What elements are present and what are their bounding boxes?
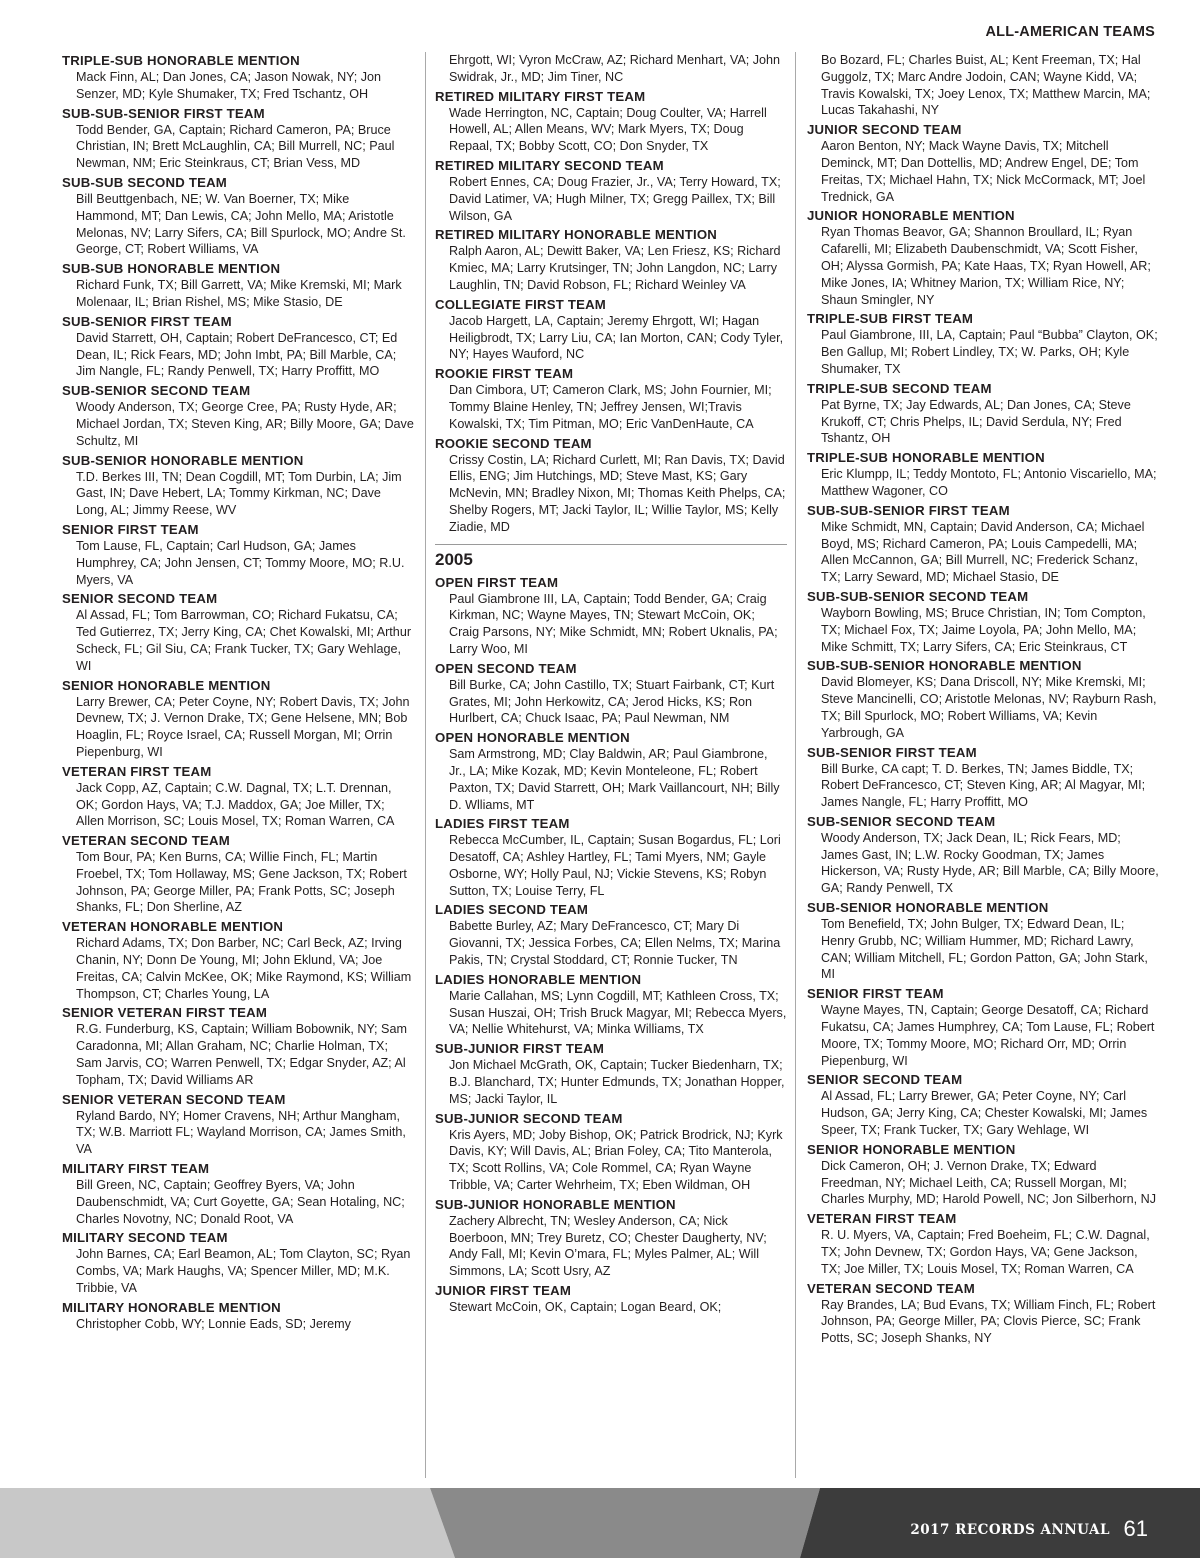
team-section	[62, 175, 414, 258]
footer-publication: 2017 RECORDS ANNUAL	[910, 1522, 1110, 1538]
team-roster: Eric Klumpp, IL; Teddy Montoto, FL; Antonio Viscariello, MA; Matthew Wagoner, CO	[821, 467, 1157, 498]
team-heading: SUB-SUB-SENIOR SECOND TEAM	[807, 588, 1029, 604]
team-roster: Paul Giambrone, III, LA, Captain; Paul “Bubba” Clayton, OK; Ben Gallup, MI; Robert Lindley, TX; W. Parks, OH; Kyle Shumaker, TX	[821, 328, 1158, 376]
team-roster: T.D. Berkes III, TN; Dean Cogdill, MT; Tom Durbin, LA; Jim Gast, IN; Dave Hebert, LA; Tommy Kirkman, NC; Dave Long, AL; Jimmy Reese, WV	[76, 469, 402, 518]
team-heading: OPEN SECOND TEAM	[435, 660, 577, 676]
team-roster: Wayborn Bowling, MS; Bruce Christian, IN; Tom Compton, TX; Michael Fox, TX; Jaime Loyola, PA; John Mello, MA; Mike Schmitt, TX; Larry Sifers, CA; Eric Steinkraus, CT	[821, 605, 1146, 654]
team-section	[62, 1092, 414, 1158]
team-section	[62, 1300, 414, 1333]
team-roster: David Blomeyer, KS; Dana Driscoll, NY; Mike Kremski, MI; Steve Mancinelli, CO; Aristotle Melonas, NV; Rayburn Rash, TX; Bill Spurlock, MO; Robert Williams, VA; Kevin Yarbrough, GA	[821, 675, 1157, 740]
team-roster: R. U. Myers, VA, Captain; Fred Boeheim, FL; C.W. Dagnal, TX; John Devnew, TX; Gordon Hays, VA; Gene Jackson, TX; Joe Miller, TX; Louis Mosel, TX; Roman Warren, CA	[821, 1228, 1150, 1276]
team-roster: David Starrett, OH, Captain; Robert DeFrancesco, CT; Ed Dean, IL; Rick Fears, MD; John Imbt, PA; Bill Marble, CA; Jim Nangle, FL; Randy Penwell, TX; Harry Proffitt, MO	[76, 330, 398, 379]
team-roster: Jon Michael McGrath, OK, Captain; Tucker Biedenharn, TX; B.J. Blanchard, TX; Hunter Edmunds, TX; Jonathan Hopper, MS; Jacki Taylor, IL	[449, 1058, 785, 1106]
team-section	[807, 450, 1159, 500]
column-3	[807, 52, 1159, 1478]
team-heading: OPEN HONORABLE MENTION	[435, 730, 630, 746]
team-roster: Rebecca McCumber, IL, Captain; Susan Bogardus, FL; Lori Desatoff, CA; Ashley Hartley, FL; Tami Myers, NM; Gayle Osborne, WY; Holly Paul, NJ; Vickie Stevens, KS; Robyn Sutton, TX; Louise Terry, FL	[449, 833, 781, 898]
team-heading: TRIPLE-SUB HONORABLE MENTION	[62, 53, 300, 68]
team-heading: VETERAN FIRST TEAM	[807, 1211, 957, 1227]
team-section	[62, 53, 414, 103]
team-section	[807, 311, 1159, 377]
team-section	[807, 1211, 1159, 1277]
team-heading: VETERAN SECOND TEAM	[62, 833, 230, 849]
team-heading: SUB-SENIOR SECOND TEAM	[62, 383, 251, 399]
team-section	[435, 902, 787, 968]
team-section	[62, 522, 414, 588]
team-roster: Marie Callahan, MS; Lynn Cogdill, MT; Kathleen Cross, TX; Susan Huszai, OH; Trish Bruck Magyar, MI; Rebecca Myers, VA; Nellie Whitehurst, VA; Minka Williams, TX	[449, 988, 787, 1037]
team-section	[62, 678, 414, 761]
team-roster: Ehrgott, WI; Vyron McCraw, AZ; Richard Menhart, VA; John Swidrak, Jr., MD; Jim Tiner, NC	[449, 53, 781, 84]
team-section	[807, 900, 1159, 983]
page-footer	[0, 1488, 1200, 1558]
team-heading: VETERAN FIRST TEAM	[62, 763, 212, 779]
team-roster: Bill Green, NC, Captain; Geoffrey Byers, VA; John Daubenschmidt, VA; Curt Goyette, GA; Sean Hotaling, NC; Charles Novotny, NC; Donald Root, VA	[76, 1178, 405, 1226]
team-heading: SENIOR HONORABLE MENTION	[62, 677, 271, 693]
team-heading: SUB-SUB-SENIOR HONORABLE MENTION	[807, 658, 1082, 674]
team-roster: Tom Benefield, TX; John Bulger, TX; Edward Dean, IL; Henry Grubb, NC; William Hummer, MD; Richard Lawry, CAN; William Mitchell, FL; Gordon Patton, GA; John Stark, MI	[821, 917, 1148, 982]
team-heading: VETERAN HONORABLE MENTION	[62, 919, 284, 935]
team-roster: Todd Bender, GA, Captain; Richard Cameron, PA; Bruce Christian, IN; Brett McLaughlin, CA; Bill Murrell, NC; Paul Newman, NM; Eric Steinkraus, CT; Brian Vess, MD	[76, 122, 395, 171]
team-section	[62, 261, 414, 311]
team-roster: Jacob Hargett, LA, Captain; Jeremy Ehrgott, WI; Hagan Heiligbrodt, TX; Larry Liu, CA; Ian Morton, CAN; Cody Tyler, NY; Hayes Wauford, NC	[449, 313, 784, 362]
team-heading: TRIPLE-SUB FIRST TEAM	[807, 311, 974, 327]
team-section	[807, 122, 1159, 205]
team-heading: SUB-SENIOR HONORABLE MENTION	[807, 900, 1049, 916]
team-roster: Richard Funk, TX; Bill Garrett, VA; Mike Kremski, MI; Mark Molenaar, IL; Brian Rishel, MS; Mike Stasio, DE	[76, 278, 402, 309]
team-roster: Paul Giambrone III, LA, Captain; Todd Bender, GA; Craig Kirkman, NC; Wayne Mayes, TN; Stewart McCoin, OK; Craig Parsons, NY; Mike Schmidt, MN; Robert Uknalis, PA; Larry Woo, MI	[449, 591, 778, 656]
team-roster: Ryland Bardo, NY; Homer Cravens, NH; Arthur Mangham, TX; W.B. Marriott FL; Wayland Morrison, CA; James Smith, VA	[76, 1108, 406, 1157]
team-roster: Crissy Costin, LA; Richard Curlett, MI; Ran Davis, TX; David Ellis, ENG; Jim Hutchings, MD; Steve Mast, KS; Gary McNevin, MN; Bradley Nixon, MI; Thomas Keith Phelps, CA; Shelby Rogers, MT; Jacki Taylor, IL; Willie Taylor, MS; Kelly Ziadie, MD	[449, 452, 786, 534]
team-roster: John Barnes, CA; Earl Beamon, AL; Tom Clayton, SC; Ryan Combs, VA; Mark Haughs, VA; Spencer Miller, MD; M.K. Tribbie, VA	[76, 1247, 411, 1296]
team-heading: RETIRED MILITARY FIRST TEAM	[435, 88, 646, 104]
team-heading: MILITARY FIRST TEAM	[62, 1161, 210, 1177]
team-section	[435, 575, 787, 658]
team-section	[62, 833, 414, 916]
team-section	[62, 1230, 414, 1296]
team-roster: Zachery Albrecht, TN; Wesley Anderson, CA; Nick Boerboon, MN; Trey Buretz, CO; Chester Daugherty, NV; Andy Fall, MI; Kevin O’mara, FL; Myles Palmer, AL; Will Simmons, LA; Scott Usry, AZ	[449, 1213, 767, 1279]
team-heading: SUB-SENIOR FIRST TEAM	[62, 313, 232, 329]
team-roster: Aaron Benton, NY; Mack Wayne Davis, TX; Mitchell Deminck, MT; Dan Dottellis, MD; Andrew Engel, DE; Tom Freitas, TX; Michael Hahn, TX; Nick McCormack, MT; Joel Trednick, GA	[821, 139, 1146, 204]
team-roster: Dan Cimbora, UT; Cameron Clark, MS; John Fournier, MI; Tommy Blaine Henley, TN; Jeffrey Jensen, WI;Travis Kowalski, TX; Tim Pitman, MO; Eric VanDenHaute, CA	[449, 383, 772, 431]
team-heading: SUB-JUNIOR SECOND TEAM	[435, 1110, 623, 1126]
team-heading: ROOKIE SECOND TEAM	[435, 435, 592, 451]
team-heading: SENIOR FIRST TEAM	[807, 986, 944, 1002]
team-heading: SENIOR VETERAN FIRST TEAM	[62, 1005, 268, 1021]
team-roster: Wayne Mayes, TN, Captain; George Desatoff, CA; Richard Fukatsu, CA; James Humphrey, CA; Tom Lause, FL; Robert Moore, TX; Tommy Moore, MO; Richard Orr, MD; Orrin Piepenburg, WI	[821, 1003, 1155, 1068]
team-roster: Larry Brewer, CA; Peter Coyne, NY; Robert Davis, TX; John Devnew, TX; J. Vernon Drake, TX; Gene Helsene, MN; Bob Hoaglin, FL; Royce Israel, CA; Russell Morgan, MI; Orrin Piepenburg, WI	[76, 694, 410, 759]
column-2	[435, 52, 787, 1478]
team-roster: Stewart McCoin, OK, Captain; Logan Beard, OK;	[449, 1300, 722, 1315]
team-roster: Bill Beuttgenbach, NE; W. Van Boerner, TX; Mike Hammond, MT; Dan Lewis, CA; John Mello, MA; Aristotle Melonas, NV; Larry Sifers, CA; Bill Spurlock, MO; Andre St. George, CT; Robert Williams, VA	[76, 191, 406, 257]
team-heading: VETERAN SECOND TEAM	[807, 1280, 975, 1296]
team-roster: Tom Bour, PA; Ken Burns, CA; Willie Finch, FL; Martin Froebel, TX; Tom Hollaway, MS; Gene Jackson, TX; Robert Johnson, PA; George Miller, PA; Frank Potts, SC; Joseph Shanks, FL; Don Sherline, AZ	[76, 850, 407, 915]
team-section	[435, 1283, 787, 1316]
team-section	[62, 1005, 414, 1088]
team-heading: RETIRED MILITARY SECOND TEAM	[435, 157, 664, 173]
team-section	[435, 89, 787, 155]
team-heading: SUB-SENIOR FIRST TEAM	[807, 744, 977, 760]
team-section	[62, 764, 414, 830]
team-section	[435, 158, 787, 224]
team-heading: SUB-SUB HONORABLE MENTION	[62, 261, 281, 277]
team-heading: RETIRED MILITARY HONORABLE MENTION	[435, 227, 718, 243]
team-section	[807, 1072, 1159, 1138]
team-heading: JUNIOR SECOND TEAM	[807, 122, 962, 138]
team-section	[435, 816, 787, 899]
team-section	[435, 227, 787, 293]
team-heading: MILITARY SECOND TEAM	[62, 1230, 228, 1246]
team-heading: SENIOR HONORABLE MENTION	[807, 1141, 1016, 1157]
team-roster: Al Assad, FL; Tom Barrowman, CO; Richard Fukatsu, CA; Ted Gutierrez, TX; Jerry King, CA; Chet Kowalski, MI; Arthur Scheck, FL; Gil Siu, CA; Frank Tucker, TX; Gary Wehlage, WI	[76, 608, 412, 673]
team-heading: SUB-SENIOR HONORABLE MENTION	[62, 452, 304, 468]
team-roster: Woody Anderson, TX; Jack Dean, IL; Rick Fears, MD; James Gast, IN; L.W. Rocky Goodman, TX; James Hickerson, VA; Rusty Hyde, AR; Bill Marble, CA; Billy Moore, GA; Randy Penwell, TX	[821, 830, 1159, 896]
team-section	[807, 814, 1159, 897]
content-columns	[62, 52, 1162, 1478]
team-heading: OPEN FIRST TEAM	[435, 574, 559, 590]
team-roster: Ray Brandes, LA; Bud Evans, TX; William Finch, FL; Robert Johnson, PA; George Miller, PA; Clovis Pierce, SC; Frank Potts, SC; Joseph Shanks, NY	[821, 1297, 1156, 1346]
team-heading: JUNIOR HONORABLE MENTION	[807, 208, 1015, 224]
team-section	[62, 1161, 414, 1227]
team-heading: LADIES FIRST TEAM	[435, 816, 570, 832]
team-heading: SUB-SUB-SENIOR FIRST TEAM	[62, 105, 265, 121]
team-section	[435, 1041, 787, 1107]
team-section	[435, 1197, 787, 1280]
team-heading: MILITARY HONORABLE MENTION	[62, 1299, 281, 1315]
team-roster: Sam Armstrong, MD; Clay Baldwin, AR; Paul Giambrone, Jr., LA; Mike Kozak, MD; Kevin Monteleone, FL; Robert Paxton, TX; David Starrett, OH; Mark Vaillancourt, NH; Billy D. Wlliams, MT	[449, 747, 780, 812]
team-heading: ROOKIE FIRST TEAM	[435, 366, 574, 382]
team-section	[807, 986, 1159, 1069]
team-section	[435, 297, 787, 363]
team-heading: SENIOR SECOND TEAM	[62, 591, 218, 607]
team-heading: SUB-SUB SECOND TEAM	[62, 174, 227, 190]
team-heading: TRIPLE-SUB SECOND TEAM	[807, 380, 992, 396]
team-roster: Jack Copp, AZ, Captain; C.W. Dagnal, TX; L.T. Drennan, OK; Gordon Hays, VA; T.J. Maddox, GA; Joe Miller, TX; Allen Morrison, SC; Louis Mosel, TX; Roman Warren, CA	[76, 780, 395, 829]
team-section	[807, 1142, 1159, 1208]
team-section	[62, 919, 414, 1002]
team-heading: SENIOR VETERAN SECOND TEAM	[62, 1091, 286, 1107]
team-section	[807, 52, 1159, 119]
team-section	[62, 106, 414, 172]
team-roster: Bill Burke, CA capt; T. D. Berkes, TN; James Biddle, TX; Robert DeFrancesco, CT; Steven King, AR; Al Magyar, MI; James Nangle, FL; Harry Proffitt, MO	[821, 761, 1146, 810]
team-roster: Ryan Thomas Beavor, GA; Shannon Broullard, IL; Ryan Cafarelli, MI; Elizabeth Daubenschmidt, VA; Scott Fisher, OH; Alyssa Gormish, PA; Kate Haas, TX; Ryan Howell, AR; Mike Jones, IA; Whitney Marion, TX; William Rice, NY; Shaun Smingler, NY	[821, 225, 1151, 307]
team-roster: Pat Byrne, TX; Jay Edwards, AL; Dan Jones, CA; Steve Krukoff, CT; Chris Phelps, IL; David Serdula, NY; Fred Tshantz, OH	[821, 397, 1131, 446]
team-roster: Richard Adams, TX; Don Barber, NC; Carl Beck, AZ; Irving Chanin, NY; Donn De Young, MI; John Eklund, VA; Joe Freitas, CA; Calvin McKee, OK; Mike Raymond, KS; William Thompson, CT; Charles Young, LA	[76, 936, 412, 1001]
team-roster: Bo Bozard, FL; Charles Buist, AL; Kent Freeman, TX; Hal Guggolz, TX; Marc Andre Jodoin, CAN; Wayne Kidd, VA; Travis Kowalski, TX; Joey Lenox, TX; Matthew Marcin, MA; Lucas Takahashi, NY	[821, 53, 1151, 118]
team-section	[435, 730, 787, 813]
team-section	[807, 208, 1159, 308]
team-heading: SUB-SENIOR SECOND TEAM	[807, 813, 996, 829]
team-section	[62, 453, 414, 519]
team-roster: Mack Finn, AL; Dan Jones, CA; Jason Nowak, NY; Jon Senzer, MD; Kyle Shumaker, TX; Fred Tschantz, OH	[76, 70, 382, 101]
team-section	[62, 383, 414, 449]
team-roster: Christopher Cobb, WY; Lonnie Eads, SD; Jeremy	[76, 1316, 351, 1331]
year-divider	[435, 544, 787, 545]
team-heading: SUB-SUB-SENIOR FIRST TEAM	[807, 502, 1010, 518]
team-section	[435, 972, 787, 1038]
team-section	[62, 314, 414, 380]
team-heading: JUNIOR FIRST TEAM	[435, 1283, 572, 1299]
team-section	[807, 658, 1159, 741]
team-section	[807, 381, 1159, 447]
team-heading: LADIES HONORABLE MENTION	[435, 971, 642, 987]
team-section	[435, 366, 787, 432]
column-1	[62, 52, 414, 1478]
team-section	[807, 745, 1159, 811]
page-number: 61	[1123, 1516, 1148, 1541]
team-roster: Woody Anderson, TX; George Cree, PA; Rusty Hyde, AR; Michael Jordan, TX; Steven King, AR; Billy Moore, GA; Dave Schultz, MI	[76, 400, 414, 448]
team-heading: SUB-JUNIOR FIRST TEAM	[435, 1041, 605, 1057]
team-roster: Babette Burley, AZ; Mary DeFrancesco, CT; Mary Di Giovanni, TX; Jessica Forbes, CA; Ellen Nelms, TX; Marina Pakis, TN; Crystal Stoddard, CT; Ronnie Tucker, TN	[449, 919, 781, 968]
team-roster: Bill Burke, CA; John Castillo, TX; Stuart Fairbank, CT; Kurt Grates, MI; John Herkowitz, CA; Jerod Hicks, KS; Ron Hurlbert, CA; Chuck Isaac, PA; Paul Newman, NM	[449, 677, 775, 726]
team-roster: Ralph Aaron, AL; Dewitt Baker, VA; Len Friesz, KS; Richard Kmiec, MA; Larry Krutsinger, TN; John Langdon, NC; Larry Laughlin, TN; David Robson, FL; Richard Weinley VA	[449, 244, 781, 292]
team-heading: LADIES SECOND TEAM	[435, 902, 589, 918]
team-section	[807, 1281, 1159, 1347]
column-2-top	[435, 52, 787, 536]
team-heading: SENIOR SECOND TEAM	[807, 1072, 963, 1088]
team-section	[62, 591, 414, 674]
team-roster: Robert Ennes, CA; Doug Frazier, Jr., VA; Terry Howard, TX; David Latimer, VA; Hugh Milner, TX; Gregg Paillex, TX; Bill Wilson, GA	[449, 174, 781, 223]
team-roster: Tom Lause, FL, Captain; Carl Hudson, GA; James Humphrey, CA; John Jensen, CT; Tommy Moore, MO; R.U. Myers, VA	[76, 538, 405, 587]
team-roster: Wade Herrington, NC, Captain; Doug Coulter, VA; Harrell Howell, AL; Allen Means, WV; Mark Myers, TX; Doug Repaal, TX; Bobby Scott, CO; Don Snyder, TX	[449, 105, 767, 154]
team-heading: SENIOR FIRST TEAM	[62, 521, 199, 537]
team-section	[807, 589, 1159, 655]
column-2-bottom	[435, 575, 787, 1316]
team-roster: R.G. Funderburg, KS, Captain; William Bobownik, NY; Sam Caradonna, MI; Allan Graham, NC; Charlie Holman, TX; Sam Jarvis, CO; Warren Penwell, TX; Edgar Snyder, AZ; Al Topham, TX; David Williams AR	[76, 1022, 407, 1087]
page-header-title: ALL-AMERICAN TEAMS	[985, 24, 1155, 40]
team-heading: SUB-JUNIOR HONORABLE MENTION	[435, 1196, 676, 1212]
team-roster: Mike Schmidt, MN, Captain; David Anderson, CA; Michael Boyd, MS; Richard Cameron, PA; Louis Campedelli, MA; Allen McCannon, GA; Bill Murrell, NC; Frederick Schanz, TX; Larry Seward, MD; Michael Stasio, DE	[821, 519, 1145, 585]
team-heading: TRIPLE-SUB HONORABLE MENTION	[807, 450, 1045, 466]
team-section	[435, 436, 787, 536]
team-section	[435, 1111, 787, 1194]
team-roster: Kris Ayers, MD; Joby Bishop, OK; Patrick Brodrick, NJ; Kyrk Davis, KY; Will Davis, AL; Brian Foley, CA; Tito Manterola, TX; Scott Rollins, VA; Cole Rommel, CA; Ryan Wayne Tribble, VA; Carter Wehrheim, TX; Eben Wildman, OH	[449, 1127, 783, 1193]
team-heading: COLLEGIATE FIRST TEAM	[435, 296, 606, 312]
team-section	[807, 503, 1159, 586]
team-section	[435, 52, 787, 86]
team-roster: Al Assad, FL; Larry Brewer, GA; Peter Coyne, NY; Carl Hudson, GA; Jerry King, CA; Chester Kowalski, MI; James Speer, TX; Frank Tucker, TX; Gary Wehlage, WI	[821, 1089, 1148, 1138]
year-heading: 2005	[435, 549, 473, 569]
team-roster: Dick Cameron, OH; J. Vernon Drake, TX; Edward Freedman, NY; Michael Leith, CA; Russell Morgan, MI; Charles Murphy, MD; Harold Powell, NC; Jon Silberhorn, NJ	[821, 1158, 1157, 1207]
team-section	[435, 661, 787, 727]
